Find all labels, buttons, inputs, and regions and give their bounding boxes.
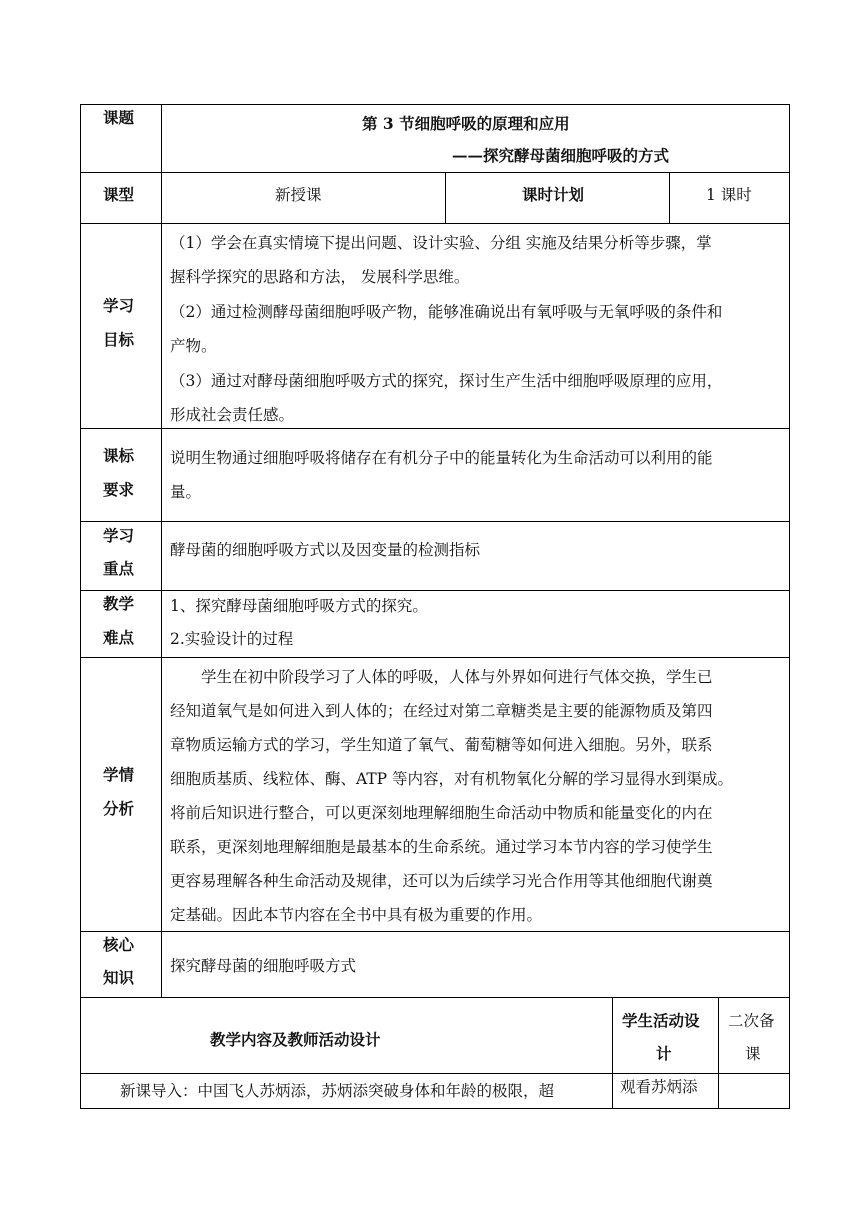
key-points-label-1: 学习 bbox=[103, 526, 135, 545]
standard-label-1: 课标 bbox=[103, 446, 135, 465]
activity-border-bottom bbox=[80, 1108, 790, 1109]
analysis-line-1: 学生在初中阶段学习了人体的呼吸，人体与外界如何进行气体交换，学生已 bbox=[201, 668, 713, 686]
border-row1 bbox=[80, 172, 790, 173]
activity-border-header-bottom bbox=[80, 1073, 790, 1074]
analysis-line-7: 更容易理解各种生命活动及规律，还可以为后续学习光合作用等其他细胞代谢奠 bbox=[170, 872, 713, 890]
objectives-line-3: （2）通过检测酵母菌细胞呼吸产物，能够准确说出有氧呼吸与无氧呼吸的条件和 bbox=[170, 303, 723, 321]
analysis-label-1: 学情 bbox=[103, 765, 135, 784]
border-left bbox=[80, 104, 81, 998]
analysis-line-3: 章物质运输方式的学习，学生知道了氧气、葡萄糖等如何进入细胞。另外，联系 bbox=[170, 736, 713, 754]
activity-col2-header-2: 计 bbox=[656, 1044, 672, 1063]
key-points-label-2: 重点 bbox=[103, 559, 135, 578]
standard-line-2: 量。 bbox=[170, 483, 202, 501]
border-row4 bbox=[80, 521, 790, 522]
topic-title-line2: ——探究酵母菌细胞呼吸的方式 bbox=[452, 146, 670, 165]
border-row2 bbox=[80, 223, 790, 224]
difficulties-label-2: 难点 bbox=[103, 628, 135, 647]
activity-col3-header-1: 二次备 bbox=[728, 1012, 775, 1030]
core-label-1: 核心 bbox=[103, 935, 135, 954]
border-type-col2 bbox=[445, 172, 446, 224]
objectives-line-2: 握科学探究的思路和方法， 发展科学思维。 bbox=[170, 268, 470, 286]
core-label-2: 知识 bbox=[103, 968, 135, 987]
difficulties-label-1: 教学 bbox=[103, 594, 135, 613]
lesson-plan-value: 1 课时 bbox=[706, 186, 752, 204]
border-row8 bbox=[80, 997, 790, 998]
border-type-col3 bbox=[669, 172, 670, 224]
objectives-line-6: 形成社会责任感。 bbox=[170, 406, 295, 424]
activity-border-col2 bbox=[612, 997, 613, 1109]
standard-line-1: 说明生物通过细胞呼吸将储存在有机分子中的能量转化为生命活动可以利用的能 bbox=[170, 449, 713, 467]
lesson-plan-label: 课时计划 bbox=[522, 185, 585, 204]
key-points-text: 酵母菌的细胞呼吸方式以及因变量的检测指标 bbox=[170, 541, 481, 559]
analysis-line-4: 细胞质基质、线粒体、酶、ATP 等内容，对有机物氧化分解的学习显得水到渠成。 bbox=[170, 770, 734, 788]
difficulties-line-1: 1、探究酵母菌细胞呼吸方式的探究。 bbox=[170, 597, 428, 615]
activity-border-right bbox=[789, 997, 790, 1109]
analysis-label-2: 分析 bbox=[103, 799, 135, 818]
objectives-label-2: 目标 bbox=[103, 330, 135, 349]
student-activity-text: 观看苏炳添 bbox=[620, 1078, 698, 1096]
objectives-line-1: （1）学会在真实情境下提出问题、设计实验、分组 实施及结果分析等步骤，掌 bbox=[170, 234, 712, 252]
standard-label-2: 要求 bbox=[103, 480, 135, 499]
activity-col3-header-2: 课 bbox=[745, 1045, 761, 1063]
lesson-type-value: 新授课 bbox=[275, 186, 322, 204]
objectives-line-4: 产物。 bbox=[170, 337, 217, 355]
border-label-col bbox=[161, 104, 162, 998]
activity-col1-header: 教学内容及教师活动设计 bbox=[210, 1030, 381, 1049]
lesson-type-label: 课型 bbox=[103, 185, 135, 204]
analysis-line-5: 将前后知识进行整合，可以更深刻地理解细胞生命活动中物质和能量变化的内在 bbox=[170, 804, 713, 822]
analysis-line-8: 定基础。因此本节内容在全书中具有极为重要的作用。 bbox=[170, 906, 543, 924]
activity-col2-header-1: 学生活动设 bbox=[622, 1011, 700, 1030]
difficulties-line-2: 2.实验设计的过程 bbox=[170, 630, 294, 648]
intro-text: 新课导入：中国飞人苏炳添，苏炳添突破身体和年龄的极限，超 bbox=[120, 1082, 555, 1100]
topic-title-line1: 第 3 节细胞呼吸的原理和应用 bbox=[362, 114, 570, 133]
analysis-line-6: 联系，更深刻地理解细胞是最基本的生命系统。通过学习本节内容的学习使学生 bbox=[170, 838, 713, 856]
activity-border-col3 bbox=[718, 997, 719, 1109]
border-right bbox=[789, 104, 790, 998]
activity-border-left bbox=[80, 997, 81, 1109]
border-top bbox=[80, 104, 790, 105]
core-text: 探究酵母菌的细胞呼吸方式 bbox=[170, 957, 357, 975]
border-row6 bbox=[80, 657, 790, 658]
objectives-label-1: 学习 bbox=[103, 296, 135, 315]
topic-label: 课题 bbox=[103, 108, 135, 127]
objectives-line-5: （3）通过对酵母菌细胞呼吸方式的探究，探讨生产生活中细胞呼吸原理的应用， bbox=[170, 372, 723, 390]
analysis-line-2: 经知道氧气是如何进入到人体的；在经过对第二章糖类是主要的能源物质及第四 bbox=[170, 702, 713, 720]
